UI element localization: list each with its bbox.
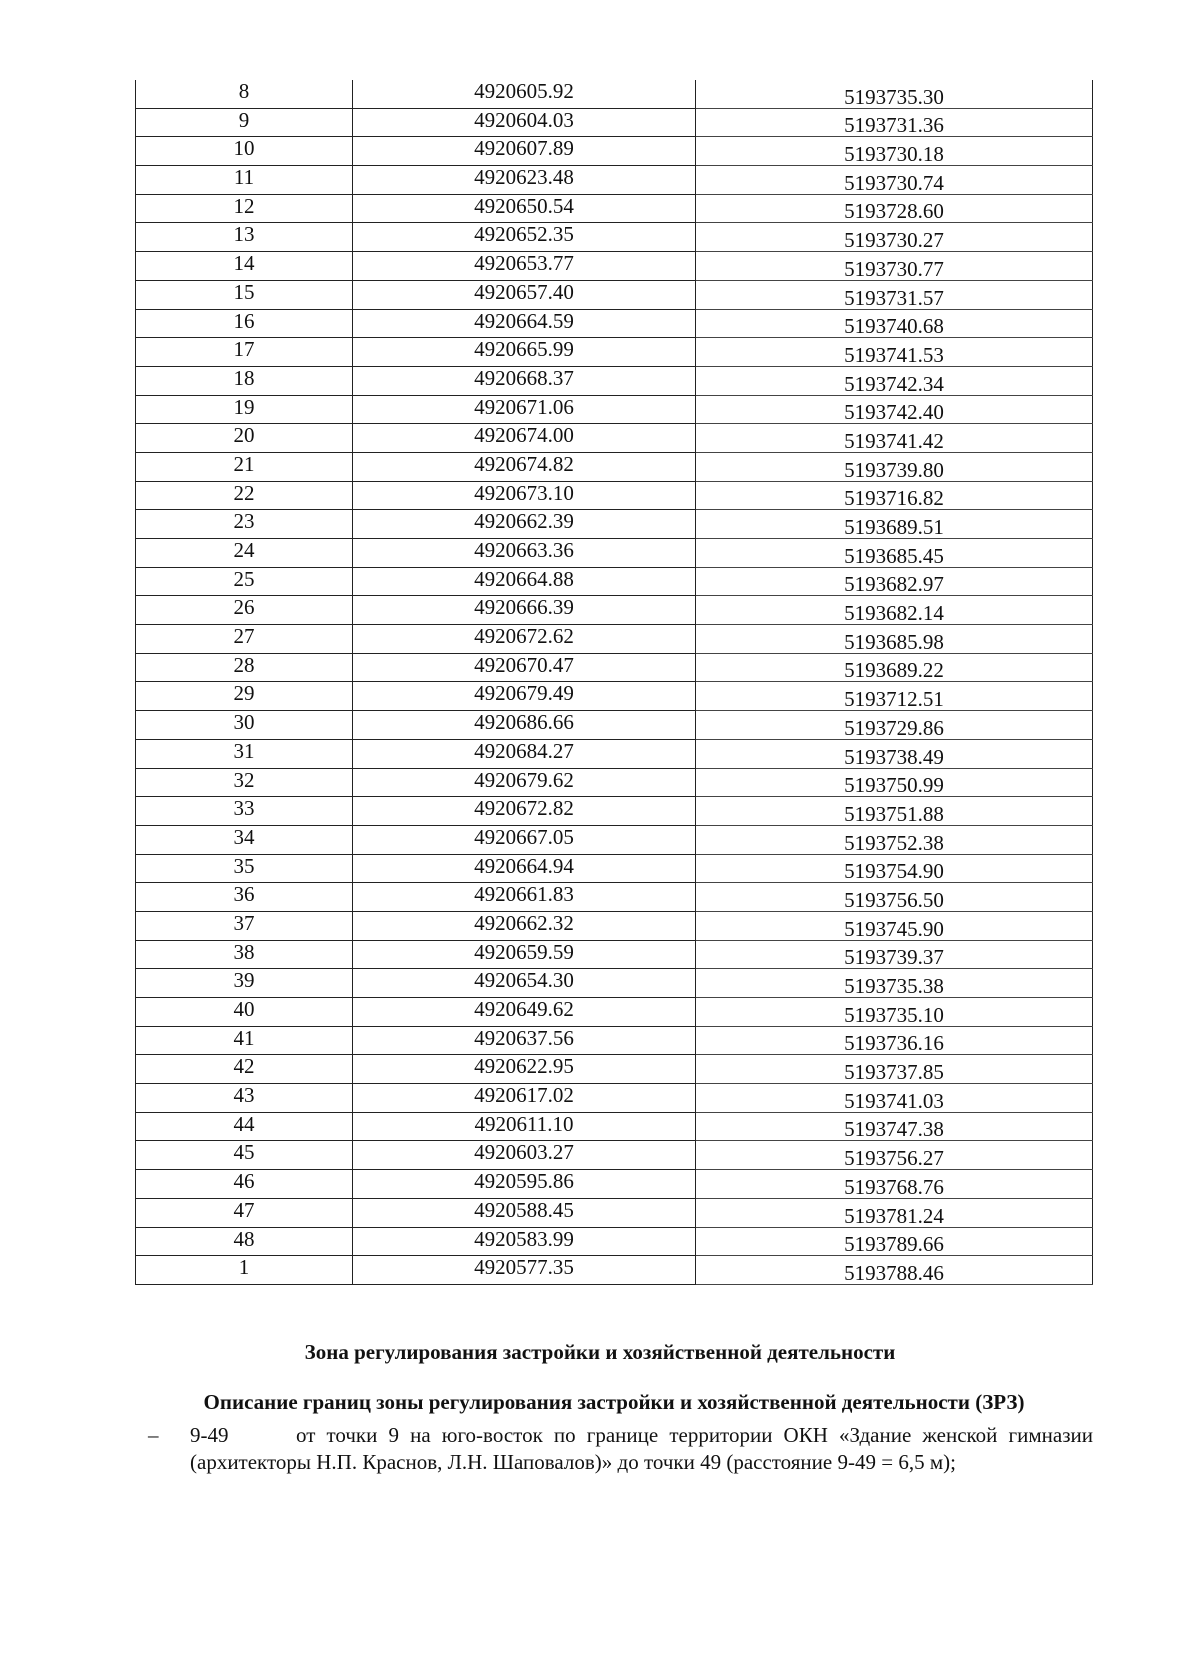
- table-row: [136, 682, 1093, 711]
- y-coordinate-cell: 5193685.45: [696, 539, 1093, 568]
- x-coordinate-cell: 4920611.10: [353, 1112, 696, 1141]
- point-number-cell: 26: [136, 596, 353, 625]
- y-coordinate-cell: 5193730.27: [696, 223, 1093, 252]
- table-row: [136, 883, 1093, 912]
- x-coordinate-cell: 4920666.39: [353, 596, 696, 625]
- point-number-cell: 30: [136, 711, 353, 740]
- x-coordinate-cell: 4920674.82: [353, 452, 696, 481]
- table-row: [136, 711, 1093, 740]
- y-coordinate-cell: 5193742.40: [696, 395, 1093, 424]
- point-number-cell: 37: [136, 911, 353, 940]
- point-number-cell: 20: [136, 424, 353, 453]
- description-item: [148, 1422, 1093, 1476]
- x-coordinate-cell: 4920672.62: [353, 625, 696, 654]
- table-row: [136, 395, 1093, 424]
- table-row: [136, 567, 1093, 596]
- table-row: [136, 481, 1093, 510]
- table-row: [136, 223, 1093, 252]
- table-row: [136, 452, 1093, 481]
- point-number-cell: 34: [136, 825, 353, 854]
- x-coordinate-cell: 4920583.99: [353, 1227, 696, 1256]
- description-title: Описание границ зоны регулирования застройки и хозяйственной деятельности (ЗРЗ): [203, 1390, 1025, 1414]
- x-coordinate-cell: 4920661.83: [353, 883, 696, 912]
- x-coordinate-cell: 4920684.27: [353, 739, 696, 768]
- y-coordinate-cell: 5193741.53: [696, 338, 1093, 367]
- y-coordinate-cell: 5193752.38: [696, 825, 1093, 854]
- y-coordinate-cell: 5193741.03: [696, 1084, 1093, 1113]
- point-number-cell: 18: [136, 366, 353, 395]
- x-coordinate-cell: 4920662.39: [353, 510, 696, 539]
- table-row: [136, 338, 1093, 367]
- point-number-cell: 15: [136, 280, 353, 309]
- description-item-text: от точки 9 на юго-восток по границе территории ОКН «Здание женской гимназии (архитекторы Н.П. Краснов, Л.Н. Шаповалов)» до точки 49 (расстояние 9-49 = 6,5 м);: [190, 1423, 1093, 1474]
- point-number-cell: 8: [136, 80, 353, 108]
- y-coordinate-cell: 5193689.22: [696, 653, 1093, 682]
- table-row: [136, 108, 1093, 137]
- y-coordinate-cell: 5193730.74: [696, 166, 1093, 195]
- x-coordinate-cell: 4920603.27: [353, 1141, 696, 1170]
- point-number-cell: 12: [136, 194, 353, 223]
- description-item-bullet: –: [148, 1423, 159, 1447]
- table-row: [136, 80, 1093, 108]
- y-coordinate-cell: 5193735.38: [696, 969, 1093, 998]
- x-coordinate-cell: 4920607.89: [353, 137, 696, 166]
- table-row: [136, 797, 1093, 826]
- point-number-cell: 1: [136, 1256, 353, 1285]
- point-number-cell: 44: [136, 1112, 353, 1141]
- y-coordinate-cell: 5193737.85: [696, 1055, 1093, 1084]
- table-row: [136, 854, 1093, 883]
- y-coordinate-cell: 5193728.60: [696, 194, 1093, 223]
- table-row: [136, 309, 1093, 338]
- y-coordinate-cell: 5193745.90: [696, 911, 1093, 940]
- table-row: [136, 366, 1093, 395]
- x-coordinate-cell: 4920604.03: [353, 108, 696, 137]
- table-row: [136, 825, 1093, 854]
- y-coordinate-cell: 5193731.57: [696, 280, 1093, 309]
- point-number-cell: 24: [136, 539, 353, 568]
- table-row: [136, 596, 1093, 625]
- y-coordinate-cell: 5193756.27: [696, 1141, 1093, 1170]
- table-row: [136, 424, 1093, 453]
- y-coordinate-cell: 5193781.24: [696, 1198, 1093, 1227]
- table-row: [136, 969, 1093, 998]
- table-row: [136, 1112, 1093, 1141]
- table-row: [136, 1256, 1093, 1285]
- point-number-cell: 31: [136, 739, 353, 768]
- point-number-cell: 14: [136, 252, 353, 281]
- y-coordinate-cell: 5193735.30: [696, 80, 1093, 108]
- table-row: [136, 940, 1093, 969]
- x-coordinate-cell: 4920686.66: [353, 711, 696, 740]
- point-number-cell: 39: [136, 969, 353, 998]
- y-coordinate-cell: 5193729.86: [696, 711, 1093, 740]
- x-coordinate-cell: 4920595.86: [353, 1170, 696, 1199]
- x-coordinate-cell: 4920679.49: [353, 682, 696, 711]
- y-coordinate-cell: 5193730.77: [696, 252, 1093, 281]
- y-coordinate-cell: 5193716.82: [696, 481, 1093, 510]
- y-coordinate-cell: 5193747.38: [696, 1112, 1093, 1141]
- x-coordinate-cell: 4920668.37: [353, 366, 696, 395]
- y-coordinate-cell: 5193789.66: [696, 1227, 1093, 1256]
- table-row: [136, 252, 1093, 281]
- x-coordinate-cell: 4920654.30: [353, 969, 696, 998]
- point-number-cell: 22: [136, 481, 353, 510]
- point-number-cell: 41: [136, 1026, 353, 1055]
- x-coordinate-cell: 4920623.48: [353, 166, 696, 195]
- y-coordinate-cell: 5193736.16: [696, 1026, 1093, 1055]
- y-coordinate-cell: 5193735.10: [696, 998, 1093, 1027]
- table-row: [136, 739, 1093, 768]
- table-row: [136, 1227, 1093, 1256]
- y-coordinate-cell: 5193768.76: [696, 1170, 1093, 1199]
- point-number-cell: 23: [136, 510, 353, 539]
- table-row: [136, 1198, 1093, 1227]
- table-row: [136, 166, 1093, 195]
- x-coordinate-cell: 4920671.06: [353, 395, 696, 424]
- y-coordinate-cell: 5193738.49: [696, 739, 1093, 768]
- table-row: [136, 510, 1093, 539]
- point-number-cell: 32: [136, 768, 353, 797]
- y-coordinate-cell: 5193730.18: [696, 137, 1093, 166]
- table-row: [136, 911, 1093, 940]
- y-coordinate-cell: 5193742.34: [696, 366, 1093, 395]
- x-coordinate-cell: 4920657.40: [353, 280, 696, 309]
- x-coordinate-cell: 4920679.62: [353, 768, 696, 797]
- y-coordinate-cell: 5193712.51: [696, 682, 1093, 711]
- point-number-cell: 45: [136, 1141, 353, 1170]
- point-number-cell: 13: [136, 223, 353, 252]
- point-number-cell: 29: [136, 682, 353, 711]
- y-coordinate-cell: 5193756.50: [696, 883, 1093, 912]
- point-number-cell: 11: [136, 166, 353, 195]
- x-coordinate-cell: 4920649.62: [353, 998, 696, 1027]
- y-coordinate-cell: 5193754.90: [696, 854, 1093, 883]
- x-coordinate-cell: 4920667.05: [353, 825, 696, 854]
- point-number-cell: 9: [136, 108, 353, 137]
- x-coordinate-cell: 4920674.00: [353, 424, 696, 453]
- x-coordinate-cell: 4920664.88: [353, 567, 696, 596]
- point-number-cell: 36: [136, 883, 353, 912]
- x-coordinate-cell: 4920617.02: [353, 1084, 696, 1113]
- point-number-cell: 17: [136, 338, 353, 367]
- y-coordinate-cell: 5193751.88: [696, 797, 1093, 826]
- point-number-cell: 35: [136, 854, 353, 883]
- table-row: [136, 280, 1093, 309]
- x-coordinate-cell: 4920577.35: [353, 1256, 696, 1285]
- x-coordinate-cell: 4920670.47: [353, 653, 696, 682]
- table-row: [136, 1084, 1093, 1113]
- point-number-cell: 21: [136, 452, 353, 481]
- y-coordinate-cell: 5193685.98: [696, 625, 1093, 654]
- point-number-cell: 25: [136, 567, 353, 596]
- table-row: [136, 194, 1093, 223]
- x-coordinate-cell: 4920650.54: [353, 194, 696, 223]
- y-coordinate-cell: 5193741.42: [696, 424, 1093, 453]
- x-coordinate-cell: 4920622.95: [353, 1055, 696, 1084]
- y-coordinate-cell: 5193750.99: [696, 768, 1093, 797]
- table-row: [136, 768, 1093, 797]
- point-number-cell: 46: [136, 1170, 353, 1199]
- point-number-cell: 28: [136, 653, 353, 682]
- table-row: [136, 998, 1093, 1027]
- table-row: [136, 1141, 1093, 1170]
- point-number-cell: 38: [136, 940, 353, 969]
- table-row: [136, 539, 1093, 568]
- table-row: [136, 1055, 1093, 1084]
- x-coordinate-cell: 4920652.35: [353, 223, 696, 252]
- y-coordinate-cell: 5193788.46: [696, 1256, 1093, 1285]
- coordinates-table: [135, 80, 1093, 1285]
- point-number-cell: 33: [136, 797, 353, 826]
- x-coordinate-cell: 4920653.77: [353, 252, 696, 281]
- point-number-cell: 47: [136, 1198, 353, 1227]
- description-item-code: 9-49: [190, 1423, 229, 1447]
- point-number-cell: 16: [136, 309, 353, 338]
- point-number-cell: 48: [136, 1227, 353, 1256]
- y-coordinate-cell: 5193689.51: [696, 510, 1093, 539]
- table-row: [136, 1026, 1093, 1055]
- x-coordinate-cell: 4920588.45: [353, 1198, 696, 1227]
- table-row: [136, 653, 1093, 682]
- point-number-cell: 19: [136, 395, 353, 424]
- table-row: [136, 1170, 1093, 1199]
- point-number-cell: 27: [136, 625, 353, 654]
- x-coordinate-cell: 4920663.36: [353, 539, 696, 568]
- x-coordinate-cell: 4920605.92: [353, 80, 696, 108]
- x-coordinate-cell: 4920665.99: [353, 338, 696, 367]
- coordinates-table-body: [136, 80, 1093, 1284]
- y-coordinate-cell: 5193739.37: [696, 940, 1093, 969]
- y-coordinate-cell: 5193739.80: [696, 452, 1093, 481]
- x-coordinate-cell: 4920672.82: [353, 797, 696, 826]
- point-number-cell: 40: [136, 998, 353, 1027]
- x-coordinate-cell: 4920664.94: [353, 854, 696, 883]
- x-coordinate-cell: 4920662.32: [353, 911, 696, 940]
- table-row: [136, 137, 1093, 166]
- point-number-cell: 43: [136, 1084, 353, 1113]
- y-coordinate-cell: 5193740.68: [696, 309, 1093, 338]
- y-coordinate-cell: 5193731.36: [696, 108, 1093, 137]
- x-coordinate-cell: 4920637.56: [353, 1026, 696, 1055]
- y-coordinate-cell: 5193682.14: [696, 596, 1093, 625]
- x-coordinate-cell: 4920659.59: [353, 940, 696, 969]
- y-coordinate-cell: 5193682.97: [696, 567, 1093, 596]
- x-coordinate-cell: 4920673.10: [353, 481, 696, 510]
- table-row: [136, 625, 1093, 654]
- x-coordinate-cell: 4920664.59: [353, 309, 696, 338]
- section-title: Зона регулирования застройки и хозяйственной деятельности: [304, 1340, 896, 1364]
- point-number-cell: 42: [136, 1055, 353, 1084]
- point-number-cell: 10: [136, 137, 353, 166]
